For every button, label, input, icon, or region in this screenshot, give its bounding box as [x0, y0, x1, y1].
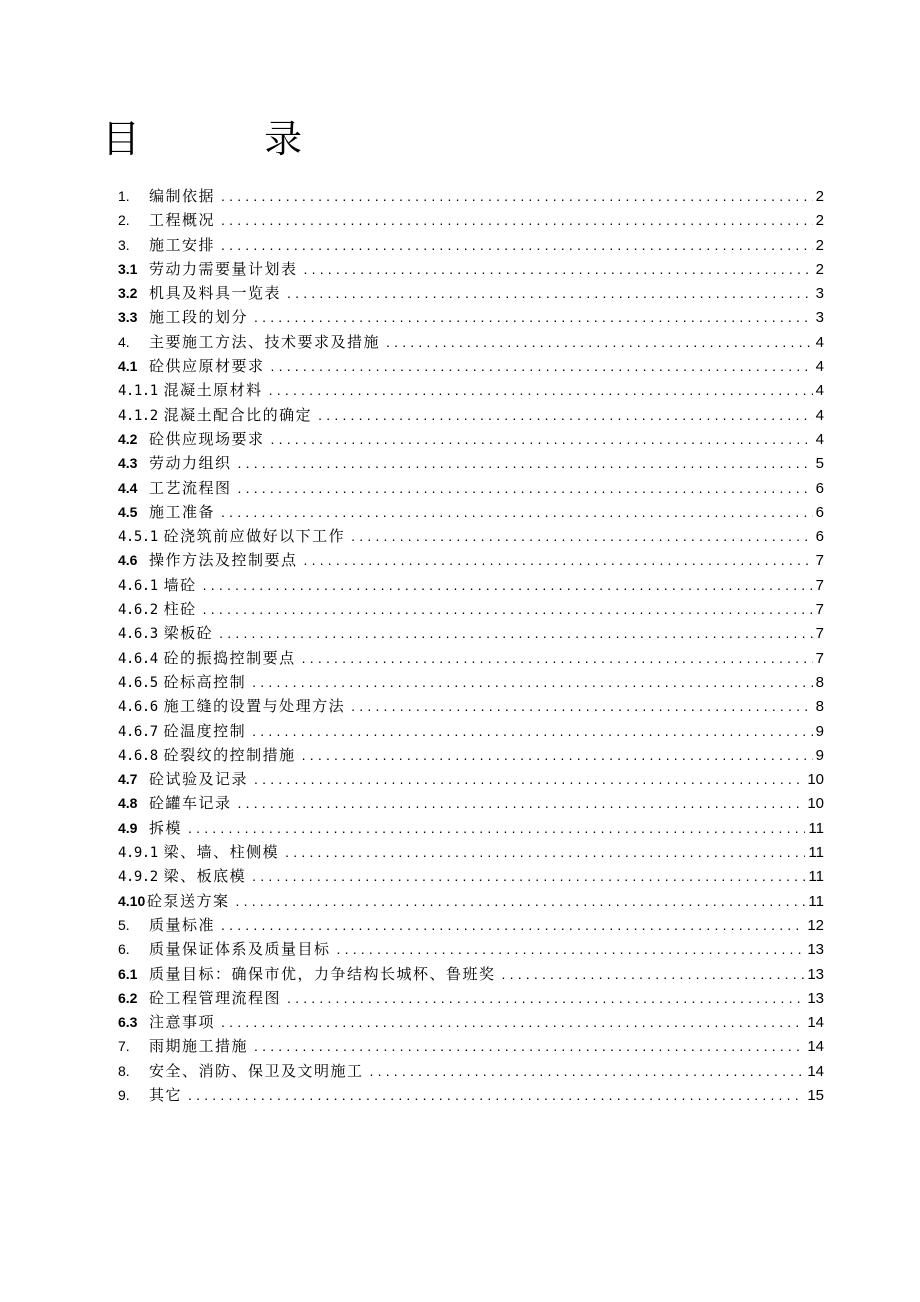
toc-entry-label: 机具及料具一览表 — [149, 284, 282, 303]
toc-entry-number: 4.7 — [118, 771, 138, 788]
toc-entry[interactable] — [118, 719, 824, 743]
toc-entry-label: 墙砼 — [163, 575, 197, 594]
toc-entry-label: 质量标准 — [149, 915, 216, 934]
toc-entry-label: 劳动力需要量计划表 — [149, 259, 298, 278]
toc-entry-label: 砼裂纹的控制措施 — [163, 745, 296, 764]
toc-entry-page-number: 13 — [807, 989, 824, 1007]
toc-entry-label: 砼浇筑前应做好以下工作 — [163, 527, 346, 546]
toc-entry-number: 3.2 — [118, 285, 138, 302]
toc-entry-page-number: 11 — [808, 844, 824, 862]
toc-entry-page-number: 9 — [815, 746, 824, 764]
toc-entry[interactable] — [118, 913, 824, 937]
toc-entry-number: 6.1 — [118, 965, 138, 982]
toc-entry-label: 主要施工方法、技术要求及措施 — [149, 332, 381, 351]
toc-entry-page-number: 11 — [808, 868, 824, 886]
toc-dot-leader — [254, 767, 804, 791]
toc-entry-page-number: 4 — [815, 430, 824, 448]
toc-entry-label: 安全、消防、保卫及文明施工 — [149, 1061, 364, 1080]
toc-dot-leader — [188, 816, 805, 840]
toc-entry[interactable] — [118, 816, 824, 840]
toc-entry[interactable] — [118, 305, 824, 329]
toc-entry[interactable] — [118, 208, 824, 232]
toc-entry[interactable] — [118, 378, 824, 402]
toc-entry[interactable] — [118, 791, 824, 815]
toc-entry-page-number: 9 — [815, 722, 824, 740]
toc-entry-page-number: 5 — [815, 455, 824, 473]
toc-dot-leader — [269, 378, 813, 402]
toc-dot-leader — [337, 937, 805, 961]
toc-dot-leader — [188, 1083, 804, 1107]
toc-dot-leader — [287, 281, 813, 305]
toc-entry-page-number: 2 — [815, 260, 824, 278]
toc-entry[interactable] — [118, 184, 824, 208]
toc-entry-label: 工艺流程图 — [149, 478, 232, 497]
toc-entry-page-number: 7 — [815, 601, 824, 619]
toc-entry[interactable] — [118, 962, 824, 986]
toc-entry-number: 4. — [118, 333, 130, 350]
toc-entry[interactable] — [118, 427, 824, 451]
toc-entry[interactable] — [118, 646, 824, 670]
toc-entry-label: 砼温度控制 — [163, 721, 247, 740]
toc-entry-page-number: 11 — [808, 892, 824, 910]
toc-dot-leader — [351, 694, 812, 718]
toc-entry-label: 砼供应现场要求 — [149, 429, 265, 448]
toc-entry-page-number: 13 — [807, 965, 824, 983]
toc-entry[interactable] — [118, 451, 824, 475]
toc-entry-number: 4.6.2 — [118, 602, 158, 619]
toc-entry-label: 砼泵送方案 — [147, 891, 230, 910]
toc-entry-page-number: 10 — [807, 771, 824, 789]
toc-entry[interactable] — [118, 548, 824, 572]
toc-entry-number: 4.1.2 — [118, 407, 158, 424]
toc-entry[interactable] — [118, 767, 824, 791]
toc-entry-number: 4.8 — [118, 795, 138, 812]
toc-dot-leader — [221, 1010, 804, 1034]
toc-entry-page-number: 11 — [808, 819, 824, 837]
toc-entry-label: 砼试验及记录 — [149, 770, 249, 789]
toc-dot-leader — [254, 305, 813, 329]
toc-entry-number: 4.6.8 — [118, 747, 158, 764]
page-title: 目 录 — [102, 117, 359, 161]
toc-entry-page-number: 3 — [815, 309, 824, 327]
toc-entry[interactable] — [118, 670, 824, 694]
toc-entry-label: 砼工程管理流程图 — [149, 988, 282, 1007]
toc-entry[interactable] — [118, 840, 824, 864]
toc-entry[interactable] — [118, 986, 824, 1010]
toc-entry-label: 砼罐车记录 — [149, 794, 232, 813]
toc-entry-page-number: 13 — [807, 941, 824, 959]
toc-entry[interactable] — [118, 1083, 824, 1107]
toc-dot-leader — [254, 1034, 804, 1058]
toc-dot-leader — [219, 621, 812, 645]
toc-entry-label: 混凝土配合比的确定 — [163, 405, 313, 424]
toc-entry-page-number: 14 — [807, 1038, 824, 1056]
toc-entry-page-number: 14 — [807, 1014, 824, 1032]
toc-entry[interactable] — [118, 330, 824, 354]
toc-dot-leader — [221, 184, 813, 208]
toc-entry-number: 9. — [118, 1086, 130, 1103]
toc-dot-leader — [318, 403, 812, 427]
toc-entry[interactable] — [118, 403, 824, 427]
toc-entry[interactable] — [118, 743, 824, 767]
toc-entry-number: 4.6.4 — [118, 650, 158, 667]
toc-entry-label: 梁、墙、柱侧模 — [163, 843, 280, 862]
toc-dot-leader — [252, 719, 812, 743]
toc-dot-leader — [238, 451, 813, 475]
toc-dot-leader — [271, 427, 813, 451]
toc-entry[interactable] — [118, 233, 824, 257]
toc-entry-number: 4.5 — [118, 503, 138, 520]
toc-entry-number: 4.6.6 — [118, 699, 158, 716]
toc-entry-page-number: 2 — [815, 212, 824, 230]
toc-dot-leader — [252, 864, 805, 888]
toc-entry-number: 6. — [118, 941, 130, 958]
table-of-contents — [118, 184, 824, 1107]
toc-entry-page-number: 3 — [815, 285, 824, 303]
toc-dot-leader — [203, 573, 813, 597]
toc-dot-leader — [302, 743, 813, 767]
toc-entry-number: 8. — [118, 1062, 130, 1079]
toc-entry-page-number: 7 — [815, 576, 824, 594]
toc-entry-page-number: 8 — [815, 673, 824, 691]
toc-entry[interactable] — [118, 1059, 824, 1083]
toc-entry[interactable] — [118, 621, 824, 645]
toc-entry-number: 4.1 — [118, 358, 138, 375]
toc-entry-number: 5. — [118, 916, 130, 933]
toc-entry-label: 砼标高控制 — [163, 672, 247, 691]
toc-entry-label: 梁、板底模 — [163, 867, 247, 886]
toc-entry-number: 1. — [118, 188, 130, 204]
toc-entry-number: 4.4 — [118, 479, 138, 496]
toc-dot-leader — [351, 524, 812, 548]
toc-entry-label: 劳动力组织 — [149, 454, 232, 473]
toc-entry-number: 4.10 — [118, 892, 146, 909]
toc-entry-label: 质量目标：确保市优，力争结构长城杯、鲁班奖 — [149, 964, 496, 983]
toc-entry-page-number: 4 — [815, 358, 824, 376]
toc-entry[interactable] — [118, 257, 824, 281]
toc-entry[interactable] — [118, 281, 824, 305]
toc-entry-number: 6.2 — [118, 989, 138, 1006]
toc-dot-leader — [221, 208, 813, 232]
toc-entry-label: 柱砼 — [163, 600, 197, 619]
toc-entry-label: 操作方法及控制要点 — [149, 551, 298, 570]
toc-entry-label: 雨期施工措施 — [149, 1037, 249, 1056]
toc-entry-label: 梁板砼 — [163, 624, 214, 643]
toc-entry-number: 4.1.1 — [118, 383, 158, 400]
toc-entry[interactable] — [118, 354, 824, 378]
toc-entry-page-number: 7 — [815, 649, 824, 667]
toc-entry-page-number: 6 — [815, 479, 824, 497]
toc-entry-number: 4.6.1 — [118, 577, 158, 594]
toc-entry[interactable] — [118, 694, 824, 718]
toc-entry-page-number: 6 — [815, 503, 824, 521]
toc-entry-page-number: 15 — [807, 1086, 824, 1104]
toc-entry-number: 3.1 — [118, 260, 138, 277]
toc-dot-leader — [238, 791, 805, 815]
toc-entry[interactable] — [118, 1010, 824, 1034]
toc-entry-label: 施工段的划分 — [149, 308, 249, 327]
toc-entry-label: 拆模 — [149, 818, 183, 837]
toc-entry-number: 4.6.5 — [118, 674, 158, 691]
toc-entry[interactable] — [118, 500, 824, 524]
toc-dot-leader — [252, 670, 812, 694]
toc-entry-number: 3. — [118, 236, 130, 253]
toc-entry[interactable] — [118, 864, 824, 888]
toc-dot-leader — [386, 330, 813, 354]
toc-dot-leader — [285, 840, 805, 864]
toc-entry-number: 4.9.2 — [118, 869, 158, 886]
toc-dot-leader — [203, 597, 813, 621]
toc-entry-number: 4.5.1 — [118, 529, 158, 546]
toc-dot-leader — [304, 257, 813, 281]
toc-entry-page-number: 12 — [807, 916, 824, 934]
toc-dot-leader — [502, 962, 805, 986]
toc-entry[interactable] — [118, 476, 824, 500]
toc-entry-number: 4.9.1 — [118, 845, 158, 862]
toc-entry-number: 4.2 — [118, 430, 138, 447]
toc-entry-label: 其它 — [149, 1085, 183, 1104]
toc-entry-number: 2. — [118, 212, 130, 229]
toc-entry-label: 施工准备 — [149, 502, 216, 521]
toc-dot-leader — [221, 500, 813, 524]
toc-entry-number: 6.3 — [118, 1014, 138, 1031]
toc-entry-number: 7. — [118, 1038, 130, 1055]
toc-entry[interactable] — [118, 889, 824, 913]
toc-entry-label: 砼的振捣控制要点 — [163, 648, 296, 667]
toc-entry-page-number: 14 — [807, 1062, 824, 1080]
toc-entry-number: 4.6 — [118, 552, 138, 569]
toc-entry-number: 4.9 — [118, 819, 138, 836]
toc-dot-leader — [302, 646, 813, 670]
toc-entry[interactable] — [118, 1034, 824, 1058]
toc-entry-page-number: 7 — [815, 625, 824, 643]
toc-entry-label: 混凝土原材料 — [163, 381, 263, 400]
toc-entry-page-number: 4 — [815, 333, 824, 351]
toc-entry[interactable] — [118, 524, 824, 548]
toc-dot-leader — [304, 548, 813, 572]
toc-dot-leader — [287, 986, 804, 1010]
toc-entry-label: 质量保证体系及质量目标 — [149, 940, 331, 959]
toc-dot-leader — [238, 476, 813, 500]
toc-entry-label: 注意事项 — [149, 1013, 216, 1032]
toc-entry-page-number: 10 — [807, 795, 824, 813]
toc-dot-leader — [271, 354, 813, 378]
toc-entry[interactable] — [118, 937, 824, 961]
toc-dot-leader — [370, 1059, 805, 1083]
toc-entry-page-number: 2 — [815, 236, 824, 254]
toc-entry-label: 砼供应原材要求 — [149, 357, 265, 376]
toc-dot-leader — [221, 913, 804, 937]
toc-entry-page-number: 2 — [815, 188, 824, 205]
toc-entry-number: 4.6.7 — [118, 723, 158, 740]
toc-entry-page-number: 6 — [815, 528, 824, 546]
toc-entry-page-number: 4 — [815, 382, 824, 400]
toc-entry-label: 施工缝的设置与处理方法 — [163, 697, 346, 716]
toc-entry-label: 工程概况 — [149, 211, 216, 230]
toc-entry-label: 施工安排 — [149, 235, 216, 254]
toc-entry-page-number: 8 — [815, 698, 824, 716]
toc-entry[interactable] — [118, 573, 824, 597]
toc-entry-number: 4.6.3 — [118, 626, 158, 643]
toc-entry-page-number: 4 — [815, 406, 824, 424]
toc-entry-label: 编制依据 — [149, 187, 216, 205]
toc-entry-number: 4.3 — [118, 455, 138, 472]
toc-entry[interactable] — [118, 597, 824, 621]
toc-dot-leader — [236, 889, 806, 913]
toc-entry-number: 3.3 — [118, 309, 138, 326]
toc-dot-leader — [221, 233, 813, 257]
toc-entry-page-number: 7 — [815, 552, 824, 570]
